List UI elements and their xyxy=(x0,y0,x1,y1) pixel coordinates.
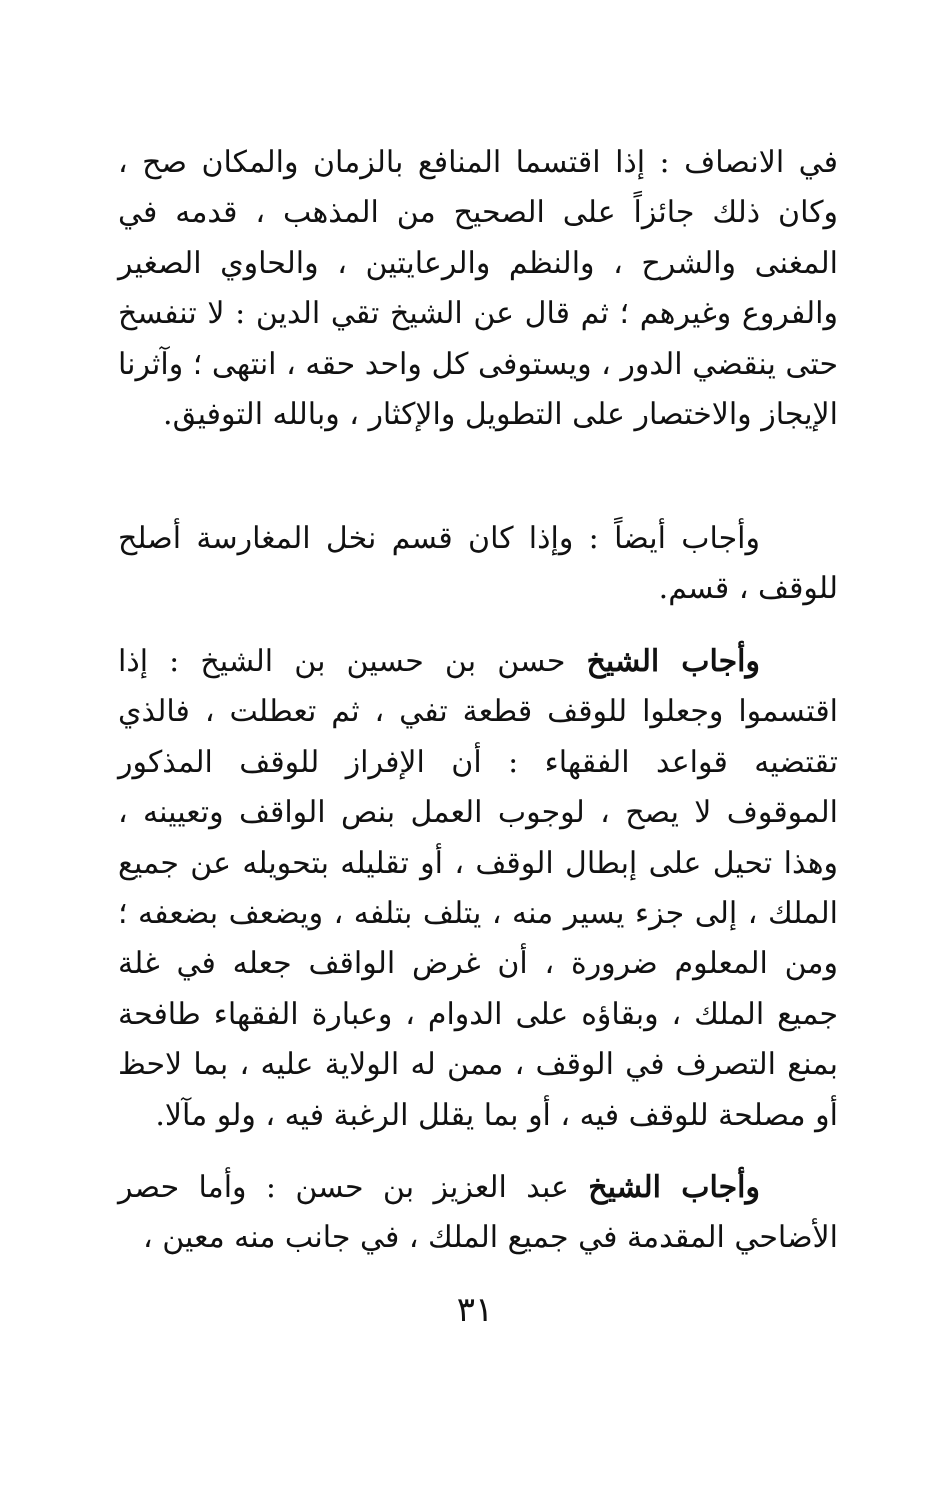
paragraph-2-text: وأجاب أيضاً : وإذا كان قسم نخل المغارسة أصلح للوقف ، قسم. xyxy=(118,521,838,607)
paragraph-3-text xyxy=(118,637,838,1141)
paragraph-1 xyxy=(118,138,838,440)
paragraph-3-body: حسن بن حسين بن الشيخ : إذا اقتسموا وجعلوا للوقف قطعة تفي ، ثم تعطلت ، فالذي تقتضيه قواعد الفقهاء : أن الإفراز للوقف المذكور الموقوف لا يصح ، لوجوب العمل بنص الواقف وتعيينه ، وهذا تحيل على إبطال الوقف ، أو تقليله بتحويله عن جميع الملك ، إلى جزء يسير منه ، يتلف بتلفه ، ويضعف بضعفه ؛ ومن المعلوم ضرورة ، أن غرض الواقف جعله في غلة جميع الملك ، وبقاؤه على الدوام ، وعبارة الفقهاء طافحة بمنع التصرف في الوقف ، ممن له الولاية عليه ، بما لاحظ أو مصلحة للوقف فيه ، أو بما يقلل الرغبة فيه ، ولو مآلا. xyxy=(118,644,838,1133)
paragraph-1-text: في الانصاف : إذا اقتسما المنافع بالزمان والمكان صح ، وكان ذلك جائزاً على الصحيح من المذهب ، قدمه في المغنى والشرح ، والنظم والرعايتين ، والحاوي الصغير والفروع وغيرهم ؛ ثم قال عن الشيخ تقي الدين : لا تنفسخ حتى ينقضي الدور ، ويستوفى كل واحد حقه ، انتهى ؛ وآثرنا الإيجاز والاختصار على التطويل والإكثار ، وبالله التوفيق. xyxy=(118,145,838,433)
paragraph-3 xyxy=(118,637,838,1141)
paragraph-3-lead: وأجاب الشيخ xyxy=(586,644,760,679)
paragraph-4-body: عبد العزيز بن حسن : وأما حصر الأضاحي المقدمة في جميع الملك ، في جانب منه معين ، xyxy=(118,1170,838,1256)
page-number: ٣١ xyxy=(456,1290,494,1330)
paragraph-4 xyxy=(118,1163,838,1264)
paragraph-4-lead: وأجاب الشيخ xyxy=(588,1170,760,1205)
paragraph-4-text xyxy=(118,1163,838,1264)
paragraph-2 xyxy=(118,514,838,615)
